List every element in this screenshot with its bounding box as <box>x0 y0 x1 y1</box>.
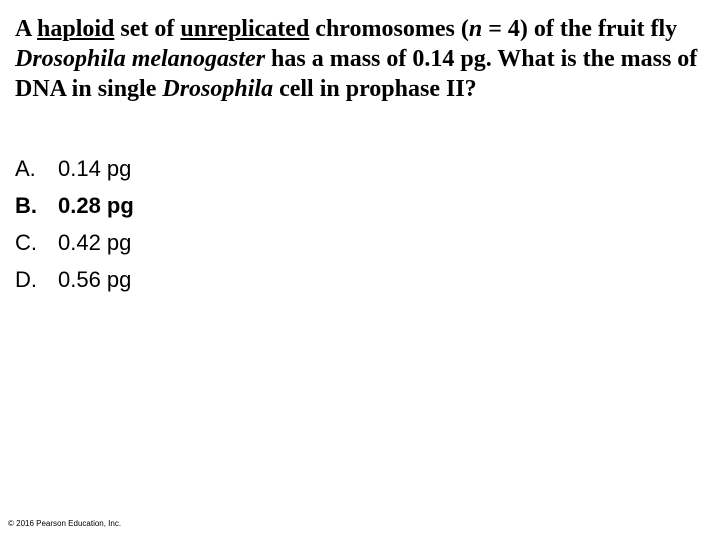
term-haploid: haploid <box>37 16 115 42</box>
answer-letter: A. <box>15 156 36 181</box>
answer-option-a <box>15 150 134 187</box>
variable-n: n <box>468 16 483 42</box>
answer-text: 0.56 pg <box>58 267 132 292</box>
answer-letter: D. <box>15 267 37 292</box>
question-segment: chromosomes ( <box>309 16 469 42</box>
question-text <box>15 14 705 104</box>
question-segment: has a mass of 0.14 pg. What is the mass of DNA in single <box>15 46 698 102</box>
answer-text: 0.14 pg <box>58 156 132 181</box>
question-segment: = 4) of the fruit fly <box>482 16 678 42</box>
answer-text: 0.42 pg <box>58 230 132 255</box>
answer-text: 0.28 pg <box>58 193 134 218</box>
question-segment: set of <box>114 16 181 42</box>
answer-option-c <box>15 224 134 261</box>
term-unreplicated: unreplicated <box>180 16 310 42</box>
answer-letter: B. <box>15 193 37 218</box>
copyright-notice: © 2016 Pearson Education, Inc. <box>8 519 122 528</box>
question-segment: cell in prophase II? <box>273 76 477 102</box>
answer-letter: C. <box>15 230 37 255</box>
question-segment: A <box>15 16 38 42</box>
species-name: Drosophila melanogaster <box>15 46 266 72</box>
genus-name: Drosophila <box>162 76 274 102</box>
answer-option-b <box>15 187 134 224</box>
answer-list <box>15 150 134 298</box>
answer-option-d <box>15 261 134 298</box>
